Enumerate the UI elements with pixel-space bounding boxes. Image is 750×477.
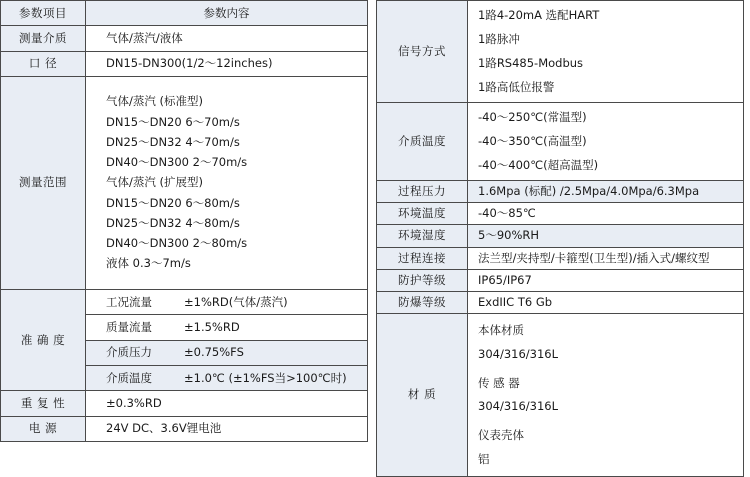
row-label-medium: 测量介质 bbox=[1, 26, 86, 51]
row-value-medium-temperature bbox=[468, 103, 744, 181]
kv-key: 介质温度 bbox=[106, 370, 152, 385]
signal-lines bbox=[478, 3, 737, 100]
table-row bbox=[1, 26, 368, 51]
temperature-line: -40～350℃(高温型) bbox=[478, 133, 587, 148]
range-line: DN25～DN32 4～70m/s bbox=[106, 134, 240, 149]
kv-value: ±1.5%RD bbox=[184, 319, 240, 334]
kv-value: 304/316/316L bbox=[478, 346, 559, 361]
row-value-accuracy-working-flow bbox=[86, 290, 368, 315]
range-line: 液体 0.3～7m/s bbox=[106, 256, 191, 271]
row-label-range: 测量范围 bbox=[1, 76, 86, 289]
material-lines bbox=[478, 316, 737, 474]
kv-pair bbox=[106, 294, 361, 311]
row-value-range bbox=[86, 76, 368, 289]
kv-value: 铝 bbox=[478, 451, 490, 466]
table-row bbox=[377, 1, 744, 103]
temperature-line: -40～250℃(常温型) bbox=[478, 109, 587, 124]
row-value-material bbox=[468, 314, 744, 477]
kv-pair bbox=[478, 369, 737, 422]
table-row bbox=[1, 290, 368, 315]
table-row bbox=[1, 416, 368, 441]
range-line: DN15～DN20 6～70m/s bbox=[106, 114, 240, 129]
kv-key: 本体材质 bbox=[478, 323, 524, 338]
row-value-explosion-proof-grade: ExdIIC T6 Gb bbox=[468, 292, 744, 314]
row-value-protection-grade: IP65/IP67 bbox=[468, 269, 744, 291]
table-row bbox=[1, 51, 368, 76]
signal-line: 1路4-20mA 选配HART bbox=[478, 7, 600, 22]
kv-value: ±0.75%FS bbox=[184, 345, 244, 360]
range-line: 气体/蒸汽 (扩展型) bbox=[106, 175, 204, 190]
kv-pair bbox=[478, 421, 737, 474]
kv-pair bbox=[106, 319, 361, 336]
table-row bbox=[377, 180, 744, 202]
table-row bbox=[1, 76, 368, 289]
kv-key: 工况流量 bbox=[106, 294, 152, 309]
table-row bbox=[377, 203, 744, 225]
row-value-power: 24V DC、3.6V锂电池 bbox=[86, 416, 368, 441]
row-label-ambient-temperature: 环境温度 bbox=[377, 203, 468, 225]
range-line: DN40～DN300 2～70m/s bbox=[106, 155, 248, 170]
right-spec-table bbox=[376, 0, 744, 477]
header-cell-content: 参数内容 bbox=[86, 1, 368, 26]
table-row bbox=[377, 247, 744, 269]
kv-key: 质量流量 bbox=[106, 319, 152, 334]
row-label-signal-type: 信号方式 bbox=[377, 1, 468, 103]
kv-key: 传 感 器 bbox=[478, 375, 520, 390]
left-spec-table bbox=[0, 0, 368, 442]
range-line: DN15～DN20 6～80m/s bbox=[106, 195, 240, 210]
range-line: 气体/蒸汽 (标准型) bbox=[106, 94, 204, 109]
table-row bbox=[377, 269, 744, 291]
kv-pair bbox=[106, 344, 361, 361]
row-label-material: 材 质 bbox=[377, 314, 468, 477]
table-row bbox=[377, 314, 744, 477]
row-label-medium-temperature: 介质温度 bbox=[377, 103, 468, 181]
kv-key: 仪表壳体 bbox=[478, 428, 524, 443]
header-cell-parameter: 参数项目 bbox=[1, 1, 86, 26]
kv-pair bbox=[106, 370, 361, 387]
row-value-process-connection: 法兰型/夹持型/卡箍型(卫生型)/插入式/螺纹型 bbox=[468, 247, 744, 269]
table-row bbox=[1, 391, 368, 416]
row-label-protection-grade: 防护等级 bbox=[377, 269, 468, 291]
range-lines bbox=[106, 92, 361, 274]
kv-key: 介质压力 bbox=[106, 345, 152, 360]
row-label-process-connection: 过程连接 bbox=[377, 247, 468, 269]
range-line: DN40～DN300 2～80m/s bbox=[106, 236, 248, 251]
row-value-accuracy-mass-flow bbox=[86, 315, 368, 340]
table-header-row bbox=[1, 1, 368, 26]
row-value-accuracy-medium-temperature bbox=[86, 365, 368, 390]
row-value-diameter: DN15-DN300(1/2～12inches) bbox=[86, 51, 368, 76]
row-label-process-pressure: 过程压力 bbox=[377, 180, 468, 202]
row-label-ambient-humidity: 环境湿度 bbox=[377, 225, 468, 247]
row-value-accuracy-medium-pressure bbox=[86, 340, 368, 365]
kv-pair bbox=[478, 316, 737, 369]
row-value-process-pressure: 1.6Mpa (标配) /2.5Mpa/4.0Mpa/6.3Mpa bbox=[468, 180, 744, 202]
row-label-explosion-proof-grade: 防爆等级 bbox=[377, 292, 468, 314]
kv-value: 304/316/316L bbox=[478, 399, 559, 413]
table-row bbox=[377, 225, 744, 247]
signal-line: 1路脉冲 bbox=[478, 31, 520, 46]
kv-value: ±1.0℃ (±1%FS当>100℃时) bbox=[184, 370, 347, 385]
row-value-repeatability: ±0.3%RD bbox=[86, 391, 368, 416]
signal-line: 1路高低位报警 bbox=[478, 80, 555, 95]
row-label-repeatability: 重 复 性 bbox=[1, 391, 86, 416]
row-label-power: 电 源 bbox=[1, 416, 86, 441]
temperature-lines bbox=[478, 105, 737, 178]
temperature-line: -40～400℃(超高温型) bbox=[478, 158, 599, 172]
kv-value: ±1%RD(气体/蒸汽) bbox=[184, 294, 288, 309]
range-line: DN25～DN32 4～80m/s bbox=[106, 215, 240, 230]
row-label-accuracy: 准 确 度 bbox=[1, 290, 86, 391]
row-value-ambient-humidity: 5～90%RH bbox=[468, 225, 744, 247]
table-row bbox=[377, 103, 744, 181]
signal-line: 1路RS485-Modbus bbox=[478, 56, 584, 70]
table-row bbox=[377, 292, 744, 314]
row-value-medium: 气体/蒸汽/液体 bbox=[86, 26, 368, 51]
row-value-signal-type bbox=[468, 1, 744, 103]
row-label-diameter: 口 径 bbox=[1, 51, 86, 76]
row-value-ambient-temperature: -40～85℃ bbox=[468, 203, 744, 225]
